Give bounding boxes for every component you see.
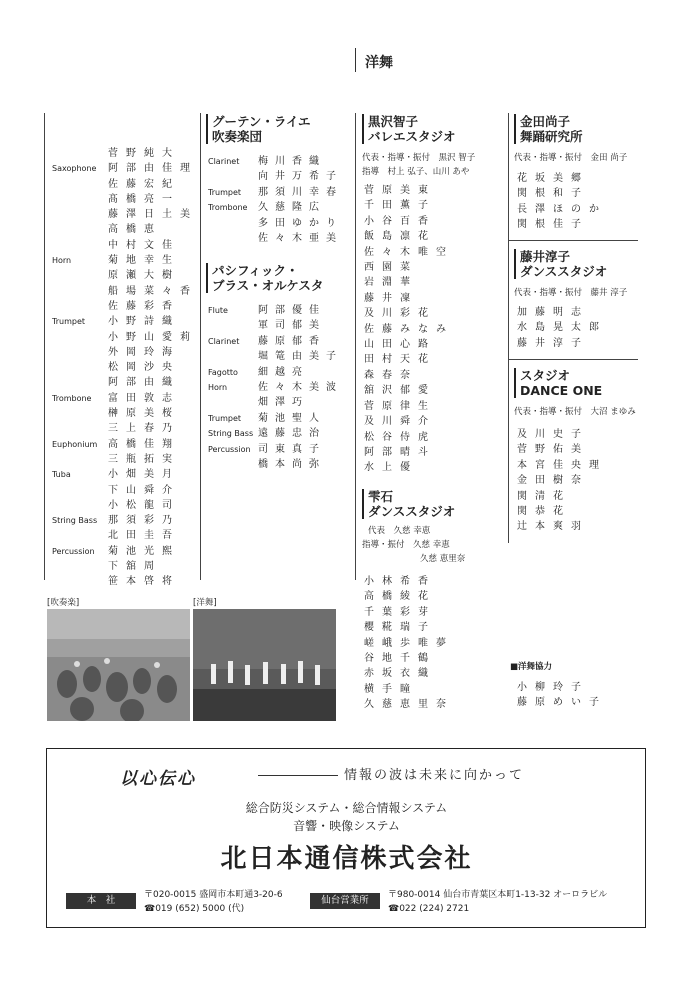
danceone-meta-1: 代表・指導・振付 大沼 まゆみ — [514, 407, 636, 417]
member-name: 小谷百香 — [364, 215, 436, 227]
pacific-title-1: パシフィック・ — [212, 263, 299, 278]
member-name: 菅原律生 — [364, 400, 436, 412]
member-name: 堀篭由美子 — [258, 351, 343, 363]
member-row — [208, 334, 348, 349]
member-row — [52, 467, 184, 482]
member-row — [52, 314, 184, 329]
member-name: 森春奈 — [364, 369, 418, 381]
member-name: 加藤明志 — [517, 307, 589, 318]
member-name: 菅野佑美 — [517, 444, 589, 456]
cooperation-title: ■洋舞協力 — [510, 662, 553, 672]
hq-phone: ☎019 (652) 5000 (代) — [144, 904, 245, 914]
member-row — [52, 299, 184, 314]
shizukuishi-meta-2: 指導・振付 久慈 幸恵 — [362, 540, 450, 550]
member-name: 松谷侍虎 — [364, 431, 436, 443]
member-name: 小野山愛莉 — [108, 331, 198, 343]
instrument-label: Horn — [208, 382, 228, 392]
instrument-label: Saxophone — [52, 164, 97, 174]
fujii-title-2: ダンススタジオ — [520, 264, 608, 279]
member-name: 富田敦志 — [108, 392, 180, 404]
member-name: 久慈隆広 — [258, 202, 326, 214]
member-row — [208, 318, 348, 333]
shizukuishi-meta-1: 代表 久慈 幸恵 — [368, 526, 431, 536]
instrument-label: Trumpet — [208, 413, 241, 423]
member-name: 及川彩花 — [364, 308, 436, 320]
kaneda-separator — [508, 240, 638, 241]
member-row — [52, 544, 184, 559]
member-name: 藤井淳子 — [517, 337, 589, 349]
member-name: 小林希香 — [364, 576, 436, 587]
sendai-address: 〒980-0014 仙台市青葉区本町1-13-32 オーロラビル — [388, 890, 608, 900]
member-row — [208, 169, 348, 184]
instrument-label: String Bass — [208, 429, 254, 439]
hq-tag: 本 社 — [66, 893, 136, 909]
member-name: 菊池光熙 — [108, 545, 180, 557]
kaneda-meta-1: 代表・指導・振付 金田 尚子 — [514, 153, 628, 163]
member-name: 船場菜々香 — [108, 285, 198, 297]
kurosawa-section — [368, 114, 456, 144]
member-row — [52, 238, 184, 253]
member-name: 阿部晴斗 — [364, 446, 436, 458]
member-name: 関根和子 — [517, 188, 589, 200]
danceone-title-1: スタジオ — [520, 368, 571, 383]
member-name: 阿部優佳 — [258, 305, 326, 316]
member-name: 久慈恵里奈 — [364, 699, 454, 711]
member-row — [52, 498, 184, 513]
instrument-label: Trumpet — [208, 187, 241, 197]
fujii-meta-1: 代表・指導・振付 藤井 淳子 — [514, 288, 628, 298]
fujii-separator — [508, 359, 638, 360]
member-row — [52, 574, 184, 589]
member-row — [52, 528, 184, 543]
member-row — [208, 349, 348, 364]
right-divider — [508, 113, 509, 543]
member-row — [52, 437, 184, 452]
member-name: 高橋恵 — [108, 224, 162, 236]
member-name: 長澤ほのか — [517, 203, 607, 215]
member-row — [52, 253, 184, 268]
ad-tagline: 情報の波は未来に向かって — [344, 768, 525, 783]
danceone-title-bar — [514, 368, 516, 398]
member-name: 菊池聖人 — [258, 412, 326, 424]
company-name: 北日本通信株式会社 — [220, 844, 473, 874]
instrument-label: Flute — [208, 306, 228, 315]
pacific-title-bar — [206, 263, 208, 293]
member-name: 高橋綾花 — [364, 591, 436, 603]
member-name: 谷地千鶴 — [364, 653, 436, 665]
member-row — [52, 192, 184, 207]
member-name: 佐藤みなみ — [364, 323, 454, 335]
member-name: 菅野純大 — [108, 148, 180, 159]
member-row — [208, 442, 348, 457]
member-name: 阿部由織 — [108, 377, 180, 389]
instrument-label: Trombone — [52, 393, 92, 403]
member-name: 細越亮 — [258, 366, 309, 378]
member-row — [208, 395, 348, 410]
fujii-title-1: 藤井淳子 — [520, 249, 571, 264]
member-row — [52, 207, 198, 222]
member-name: 遠藤忠治 — [258, 428, 326, 440]
instrument-label: Tuba — [52, 470, 71, 480]
member-name: 佐々木唯空 — [364, 246, 454, 258]
member-row — [52, 268, 184, 283]
danceone-names — [517, 427, 607, 535]
pacific-section — [212, 263, 323, 293]
member-name: 水島晃太郎 — [517, 322, 607, 334]
member-name: 藤澤日土美 — [108, 209, 198, 221]
ad-slogan: 以心伝心 — [120, 769, 196, 789]
member-name: 関清花 — [517, 490, 571, 502]
pacific-title-2: ブラス・オルケスタ — [212, 278, 324, 293]
instrument-label: Percussion — [52, 546, 95, 556]
member-row — [52, 375, 184, 390]
instrument-label: Clarinet — [208, 336, 240, 346]
member-name: 三瓶拓実 — [108, 453, 180, 465]
instrument-label: Trumpet — [52, 317, 85, 327]
member-row — [208, 200, 348, 215]
sendai-tag: 仙台営業所 — [310, 893, 380, 909]
member-row — [52, 222, 184, 237]
dance-photo — [193, 609, 336, 721]
member-name: 嵯峨歩唯夢 — [364, 637, 454, 649]
photo-label-dance: [洋舞] — [193, 598, 217, 608]
member-name: 小柳玲子 — [517, 682, 589, 693]
member-row — [52, 391, 184, 406]
member-name: 那須川幸春 — [258, 186, 343, 198]
member-row — [208, 216, 348, 231]
member-name: 千葉彩芽 — [364, 606, 436, 618]
member-name: 辻本爽羽 — [517, 521, 589, 533]
kurosawa-divider — [355, 113, 356, 580]
member-name: 藤原郁香 — [258, 335, 326, 347]
fujii-names — [517, 305, 607, 351]
guten-title-2: 吹奏楽団 — [212, 129, 263, 144]
member-name: 櫻糀瑞子 — [364, 622, 436, 634]
guten-rows — [208, 154, 348, 246]
member-name: 外岡玲海 — [108, 346, 180, 358]
member-name: 松岡沙央 — [108, 362, 180, 374]
member-name: 榊原美桜 — [108, 408, 180, 420]
member-name: 向井万希子 — [258, 171, 343, 183]
guten-section — [212, 114, 311, 144]
member-name: 菊地幸生 — [108, 255, 180, 267]
member-name: 下山舜介 — [108, 484, 180, 496]
kaneda-section — [520, 114, 583, 144]
instrument-label: Horn — [52, 256, 72, 266]
pacific-rows — [208, 303, 348, 472]
member-name: 及川史子 — [517, 429, 589, 440]
kurosawa-title-1: 黒沢智子 — [368, 114, 419, 129]
kaneda-names — [517, 171, 607, 233]
kurosawa-names — [364, 183, 454, 476]
member-name: 梅川香織 — [258, 156, 326, 167]
member-row — [52, 177, 184, 192]
member-name: 阿部由佳理 — [108, 163, 198, 175]
member-name: 本宮佳央理 — [517, 459, 607, 471]
guten-title-1: グーテン・ライエ — [212, 114, 311, 129]
member-name: 金田樹奈 — [517, 475, 589, 487]
member-row — [52, 559, 184, 574]
shizukuishi-title-2: ダンススタジオ — [368, 504, 456, 519]
member-row — [208, 380, 348, 395]
member-name: 畑澤巧 — [258, 397, 309, 409]
instrument-label: Fagotto — [208, 367, 238, 377]
member-name: 佐々木亜美 — [258, 232, 343, 244]
instrument-label: Clarinet — [208, 157, 240, 166]
member-row — [208, 411, 348, 426]
member-name: 原瀬大樹 — [108, 270, 180, 282]
member-row — [208, 231, 348, 246]
member-name: 藤原めい子 — [517, 697, 607, 709]
danceone-title-2: DANCE ONE — [520, 383, 603, 398]
header-bar — [355, 48, 356, 72]
instrument-label: Euphonium — [52, 439, 98, 449]
member-name: 関恭花 — [517, 506, 571, 518]
cooperation-names — [517, 680, 607, 711]
member-name: 岩淵華 — [364, 277, 418, 289]
kurosawa-title-2: バレエスタジオ — [368, 129, 456, 144]
member-name: 横手瞳 — [364, 683, 418, 695]
wind-orchestra-list — [52, 146, 198, 590]
member-row — [52, 483, 184, 498]
left-divider — [44, 113, 45, 580]
member-row — [52, 452, 184, 467]
kurosawa-meta-1: 代表・指導・振付 黒沢 智子 — [362, 153, 476, 163]
member-name: 中村文佳 — [108, 239, 180, 251]
shizukuishi-section — [368, 489, 455, 519]
member-name: 佐々木美波 — [258, 381, 343, 393]
member-name: 山田心路 — [364, 339, 436, 351]
instrument-label: String Bass — [52, 516, 98, 526]
member-row — [208, 154, 348, 169]
guten-divider — [200, 113, 201, 580]
member-name: 三上春乃 — [108, 423, 180, 435]
fujii-title-bar — [514, 249, 516, 279]
member-name: 佐藤彩香 — [108, 300, 180, 312]
member-name: 髙橋亮一 — [108, 193, 180, 205]
member-name: 舘沢郁愛 — [364, 385, 436, 397]
member-row — [208, 303, 348, 318]
member-name: 菅原美東 — [364, 185, 436, 196]
member-row — [208, 457, 348, 472]
member-name: 小畑美月 — [108, 469, 180, 481]
hq-address: 〒020-0015 盛岡市本町通3-20-6 — [144, 890, 283, 900]
member-name: 赤坂衣織 — [364, 668, 436, 680]
band-photo — [47, 609, 190, 721]
member-name: 高橋佳翔 — [108, 438, 180, 450]
member-row — [52, 421, 184, 436]
member-row — [208, 365, 348, 380]
shizukuishi-title-bar — [362, 489, 364, 519]
danceone-section — [520, 368, 602, 398]
member-row — [52, 360, 184, 375]
member-row — [52, 513, 184, 528]
kaneda-title-bar — [514, 114, 516, 144]
ad-dash — [258, 775, 338, 776]
member-name: 千田薫子 — [364, 200, 436, 212]
member-name: 水上優 — [364, 462, 418, 474]
member-name: 藤井凜 — [364, 292, 418, 304]
member-name: 花坂美郷 — [517, 173, 589, 184]
member-name: 西園菜 — [364, 262, 418, 274]
member-row — [52, 161, 198, 176]
member-name: 軍司郁美 — [258, 320, 326, 332]
ad-systems-2: 音響・映像システム — [293, 819, 400, 833]
instrument-label: Trombone — [208, 203, 248, 213]
guten-title-bar — [206, 114, 208, 144]
member-row — [52, 345, 184, 360]
kurosawa-title-bar — [362, 114, 364, 144]
member-name: 笹本啓将 — [108, 576, 180, 588]
member-name: 北田圭吾 — [108, 530, 180, 542]
member-name: 橋本尚弥 — [258, 458, 326, 470]
instrument-label: Percussion — [208, 444, 251, 454]
kurosawa-meta-2: 指導 村上 弘子、山川 あや — [362, 167, 470, 177]
member-row — [52, 330, 198, 345]
member-name: 田村天花 — [364, 354, 436, 366]
member-name: 下舘周 — [108, 561, 162, 573]
member-row — [52, 146, 184, 161]
shizukuishi-meta-3: 久慈 恵里奈 — [420, 554, 466, 564]
member-name: 及川舜介 — [364, 416, 436, 428]
sendai-phone: ☎022 (224) 2721 — [388, 904, 470, 914]
member-name: 那須彩乃 — [108, 515, 180, 527]
ad-systems-1: 総合防災システム・総合情報システム — [245, 801, 448, 815]
shizukuishi-names — [364, 574, 454, 713]
member-row — [208, 185, 348, 200]
member-name: 小松龍司 — [108, 499, 180, 511]
member-row — [52, 284, 198, 299]
member-name: 佐藤宏紀 — [108, 178, 180, 190]
member-name: 関根佳子 — [517, 219, 589, 231]
photo-label-band: [吹奏楽] — [47, 598, 80, 608]
kaneda-title-2: 舞踊研究所 — [520, 129, 583, 144]
page-title: 洋舞 — [365, 55, 393, 71]
fujii-section — [520, 249, 607, 279]
member-name: 多田ゆかり — [258, 217, 343, 229]
member-name: 小野詩織 — [108, 316, 180, 328]
shizukuishi-title-1: 雫石 — [368, 489, 394, 504]
member-row — [208, 426, 348, 441]
member-name: 飯島凛花 — [364, 231, 436, 243]
kaneda-title-1: 金田尚子 — [520, 114, 571, 129]
member-name: 司東真子 — [258, 443, 326, 455]
member-row — [52, 406, 184, 421]
